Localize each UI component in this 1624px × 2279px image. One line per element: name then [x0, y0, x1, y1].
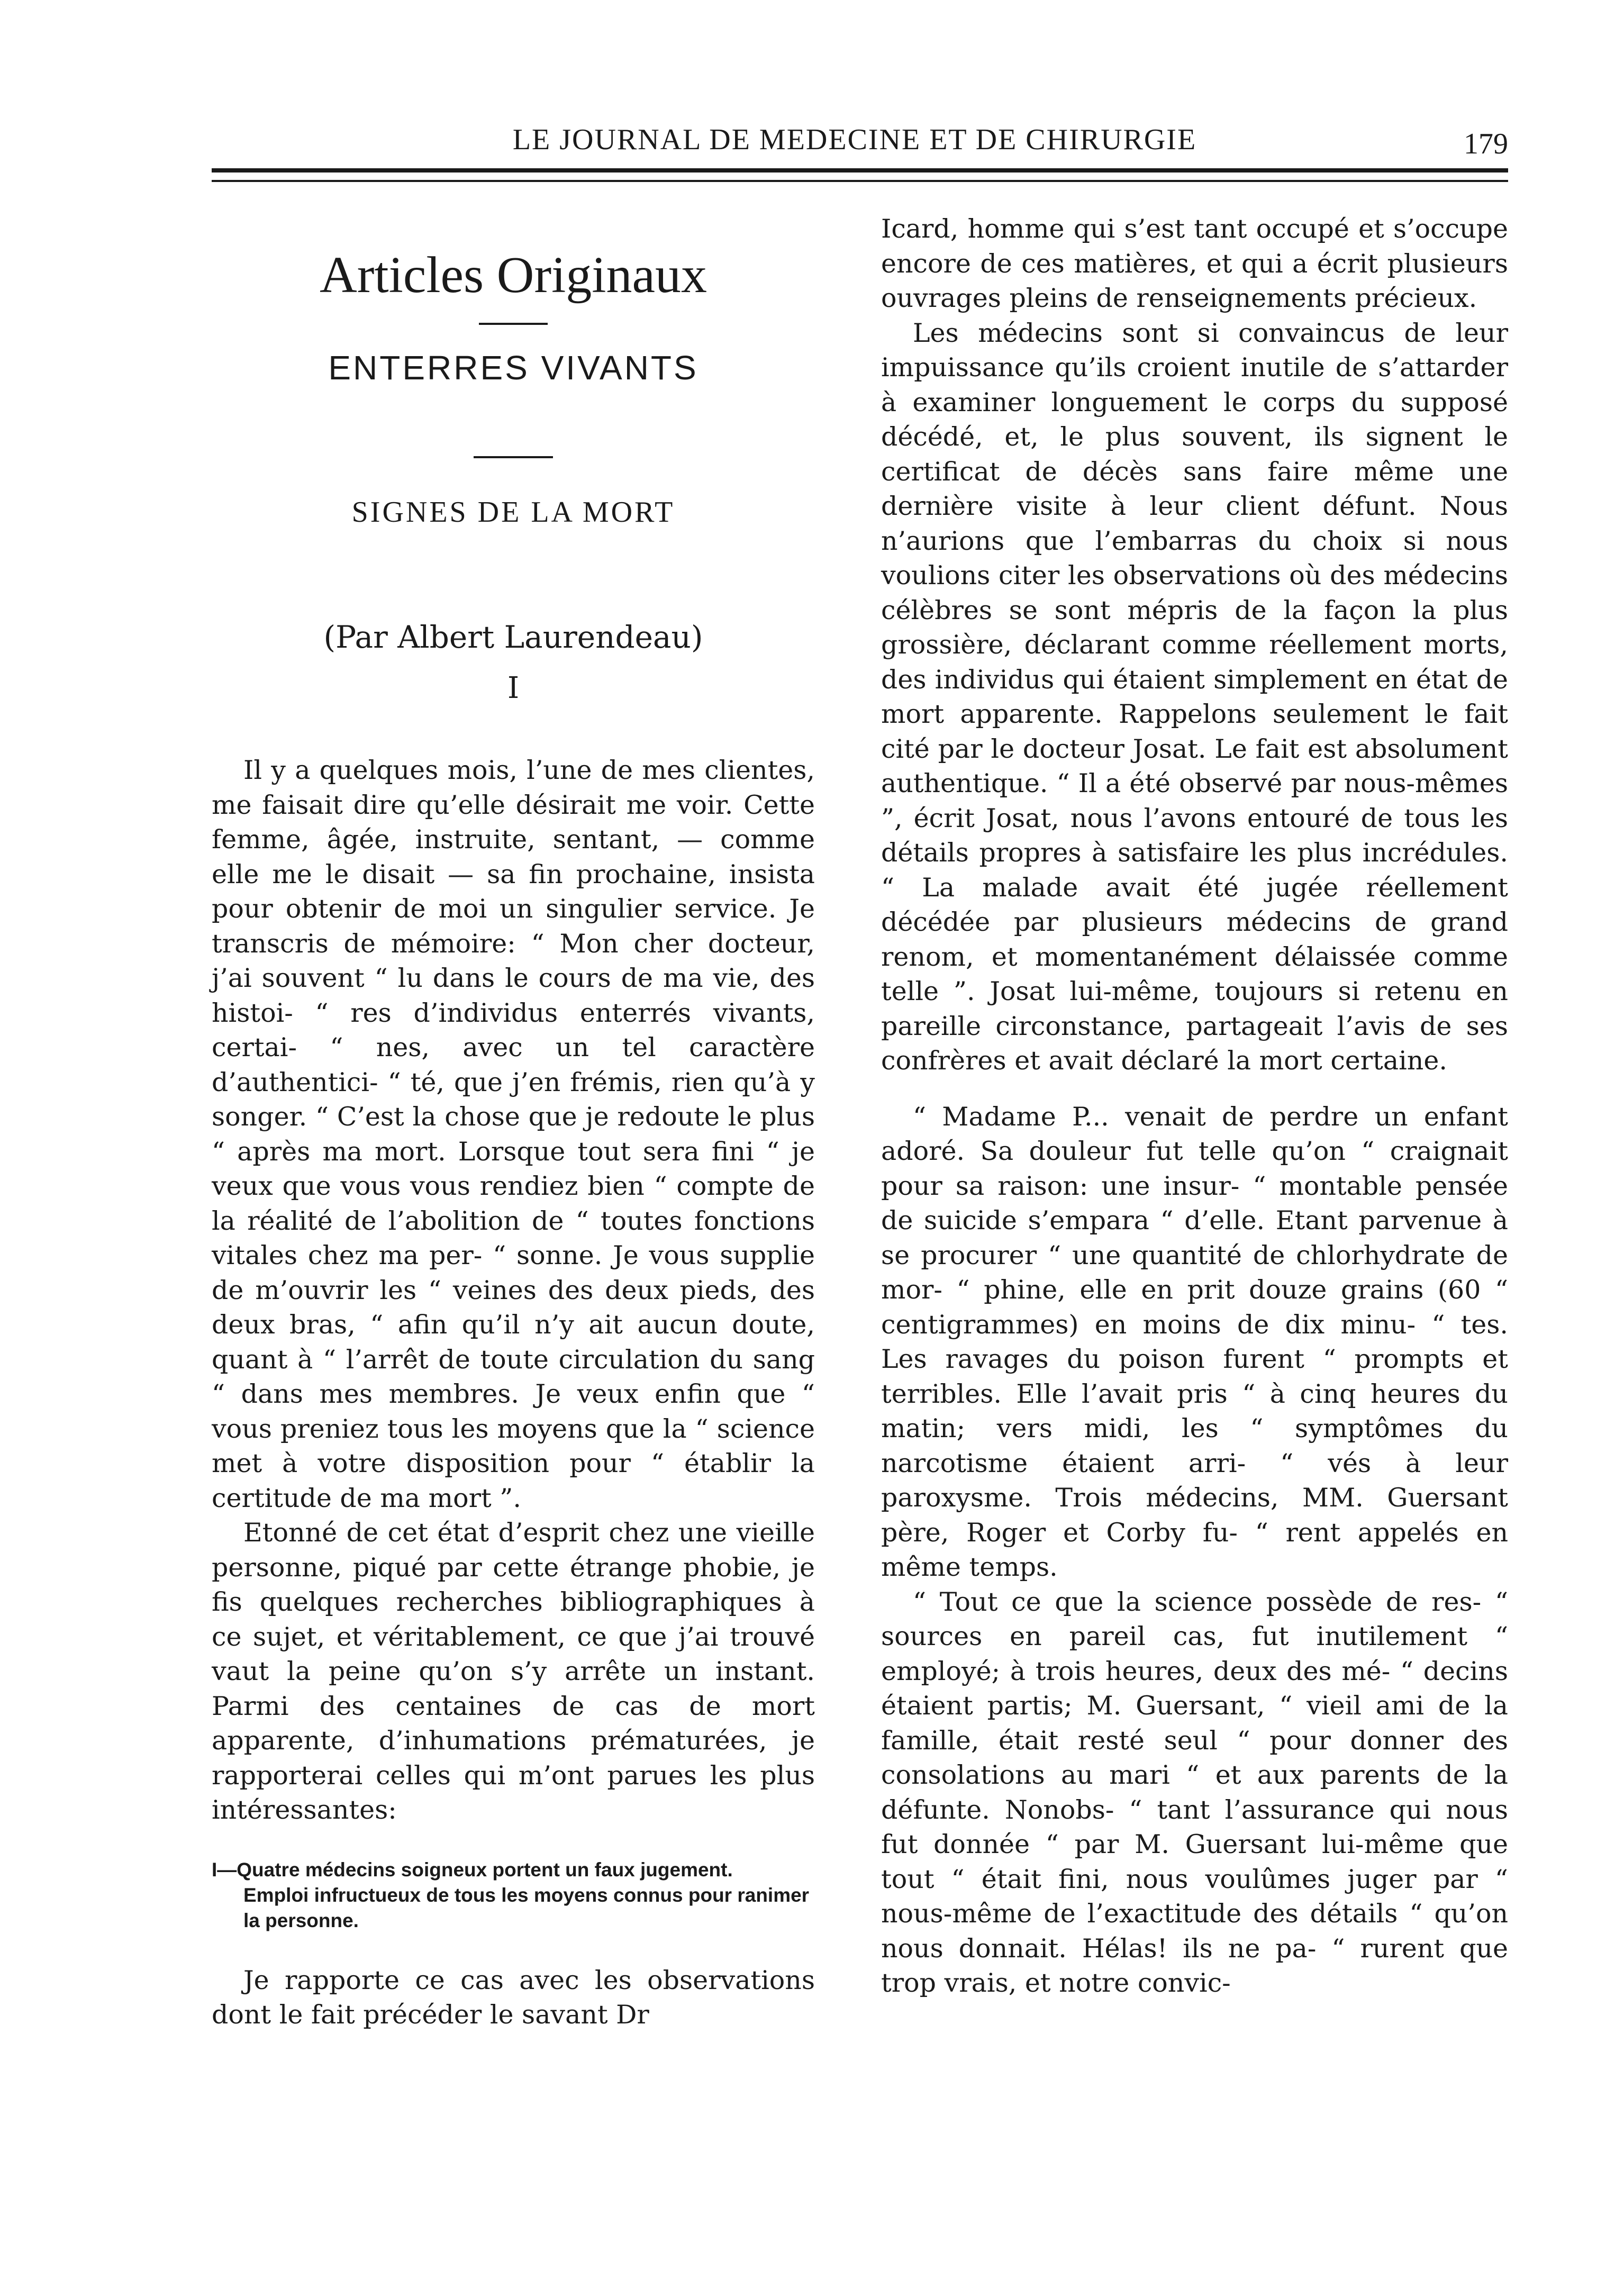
closing-block: [212, 1963, 815, 2032]
case-heading-line: I—Quatre médecins soigneux portent un faux jugement.: [212, 1858, 733, 1881]
right-body: [881, 212, 1508, 2001]
header-rule-thin: [212, 180, 1508, 182]
case-heading: [212, 1857, 815, 1933]
paragraph: Icard, homme qui s’est tant occupé et s’occupe encore de ces matières, et qui a écrit plusieurs ouvrages pleins de renseignements précieux.: [881, 214, 1508, 313]
right-column: [881, 212, 1508, 2001]
paragraph: Je rapporte ce cas avec les observations dont le fait précéder le savant Dr: [212, 1965, 815, 2030]
part-numeral: I: [507, 671, 520, 705]
article-subtitle: SIGNES DE LA MORT: [351, 496, 675, 529]
left-body: [212, 753, 815, 1828]
title-divider: [474, 456, 553, 458]
paragraph: Il y a quelques mois, l’une de mes clientes, me faisait dire qu’elle désirait me voir. Cette femme, âgée, instruite, sentant, — comme elle me le disait — sa fin prochaine, insista pour obtenir de moi un singulier service. Je transcris de mémoire: “ Mon cher docteur, j’ai souvent “ lu dans le cours de ma vie, des histoi- “ res d’individus enterrés vivants, certai- “ nes, avec un tel caractère d’authentici- “ té, que j’en frémis, rien qu’à y songer. “ C’est la chose que je redoute le plus “ après ma mort. Lorsque tout sera fini “ je veux que vous vous rendiez bien “ compte de la réalité de l’abolition de “ toutes fonctions vitales chez ma per- “ sonne. Je vous supplie de m’ouvrir les “ veines des deux pieds, des deux bras, “ afin qu’il n’y ait aucun doute, quant à “ l’arrêt de toute circulation du sang “ dans mes membres. Je veux enfin que “ vous preniez tous les moyens que la “ science met à votre disposition pour “ établir la certitude de ma mort ”.: [212, 755, 815, 1513]
paragraph: Les médecins sont si convaincus de leur impuissance qu’ils croient inutile de s’attarder à examiner longuement le corps du supposé décédé, et, le plus souvent, ils signent le certificat de décès sans faire même une dernière visite à leur client défunt. Nous n’aurions que l’embarras du choix si nous voulions citer les observations où des médecins célèbres se sont mépris de la façon la plus grossière, déclarant comme réellement morts, des individus qui étaient simplement en état de mort apparente. Rappelons seulement le fait cité par le docteur Josat. Le fait est absolument authentique. “ Il a été observé par nous-mêmes ”, écrit Josat, nous l’avons entouré de tous les détails propres à satisfaire les plus incrédules. “ La malade avait été jugée réellement décédée par plusieurs médecins de grand renom, et momentanément délaissée comme telle ”. Josat lui-même, toujours si retenu en pareille circonstance, partageait l’avis de ses confrères et avait déclaré la mort certaine.: [881, 317, 1508, 1076]
left-column: [212, 212, 815, 2032]
case-heading-line: Emploi infructueux de tous les moyens connus pour ranimer la personne.: [243, 1884, 810, 1931]
section-title: Articles Originaux: [319, 247, 707, 304]
paragraph: “ Madame P... venait de perdre un enfant adoré. Sa douleur fut telle qu’on “ craignait pour sa raison: une insur- “ montable pensée de suicide s’empara “ d’elle. Etant parvenue à se procurer “ une quantité de chlorhydrate de mor- “ phine, elle en prit douze grains (60 “ centigrammes) en moins de dix minu- “ tes. Les ravages du poison furent “ prompts et terribles. Elle l’avait pris “ à cinq heures du matin; vers midi, les “ symptômes du narcotisme étaient arri- “ vés à leur paroxysme. Trois médecins, MM. Guersant père, Roger et Corby fu- “ rent appelés en même temps.: [881, 1101, 1508, 1582]
paragraph: Etonné de cet état d’esprit chez une vieille personne, piqué par cette étrange phobie, je fis quelques recherches bibliographiques à ce sujet, et véritablement, ce que j’ai trouvé vaut la peine qu’on s’y arrête un instant. Parmi des centaines de cas de mort apparente, d’inhumations prématurées, je rapporterai celles qui m’ont parues les plus intéressantes:: [212, 1518, 815, 1825]
article-title: ENTERRES VIVANTS: [328, 349, 698, 387]
running-head: LE JOURNAL DE MEDECINE ET DE CHIRURGIE: [512, 123, 1197, 156]
byline: (Par Albert Laurendeau): [323, 619, 703, 655]
header-rule-thick: [212, 168, 1508, 172]
section-divider: [479, 323, 548, 325]
page-number: 179: [1464, 128, 1508, 160]
paragraph: “ Tout ce que la science possède de res- “ sources en pareil cas, fut inutilement “ employé; à trois heures, deux des mé- “ decins étaient partis; M. Guersant, “ vieil ami de la famille, était resté seul “ pour donner des consolations au mari “ et aux parents de la défunte. Nonobs- “ tant l’assurance qui nous fut donnée “ par M. Guersant lui-même que tout “ était fini, nous voulûmes juger par “ nous-même de l’exactitude des détails “ qu’on nous donnait. Hélas! ils ne pa- “ rurent que trop vrais, et notre convic-: [881, 1586, 1508, 1998]
